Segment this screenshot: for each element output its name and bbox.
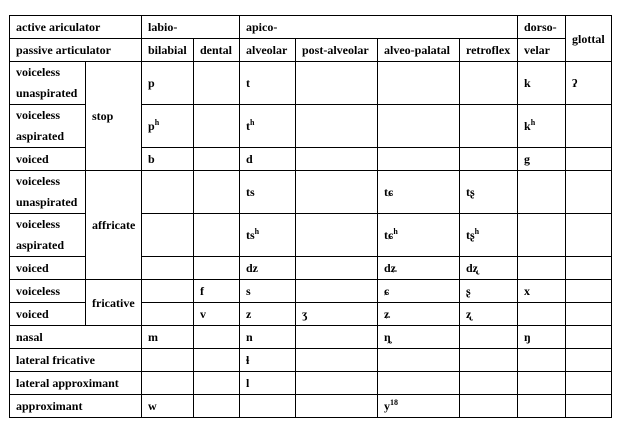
cell-dental: v (194, 303, 240, 326)
row-label (10, 171, 86, 214)
cell-alveolar (240, 105, 296, 148)
cell-velar: x (518, 280, 566, 303)
cell-alveo-palatal (378, 349, 460, 372)
cell-alveolar: dz (240, 257, 296, 280)
symbol: tʂ (466, 228, 475, 242)
cell-bilabial: w (142, 395, 194, 418)
cell-retroflex: ʐ (460, 303, 518, 326)
cell-retroflex: dʐ (460, 257, 518, 280)
cell-retroflex: tʂ (460, 171, 518, 214)
cell-alveo-palatal: ȵ (378, 326, 460, 349)
cell-velar (518, 171, 566, 214)
cell-dental: f (194, 280, 240, 303)
cell-alveo-palatal: ʑ (378, 303, 460, 326)
table-row (10, 62, 612, 105)
symbol: p (148, 119, 155, 133)
cell-glottal (566, 303, 612, 326)
dental-header: dental (194, 39, 240, 62)
table-row (10, 171, 612, 214)
cell-alveo-palatal (378, 148, 460, 171)
row-label: voiced (10, 303, 86, 326)
cell-alveo-palatal: tɕ (378, 171, 460, 214)
cell-velar (518, 105, 566, 148)
footnote-marker: 18 (390, 398, 398, 407)
cell-dental (194, 148, 240, 171)
cell-velar (518, 349, 566, 372)
cell-alveolar: t (240, 62, 296, 105)
cell-bilabial (142, 171, 194, 214)
row-label (10, 214, 86, 257)
manner-affricate: affricate (86, 171, 142, 280)
cell-glottal (566, 349, 612, 372)
cell-velar: ŋ (518, 326, 566, 349)
manner-fricative: fricative (86, 280, 142, 326)
cell-glottal (566, 326, 612, 349)
cell-dental (194, 105, 240, 148)
superscript: h (530, 118, 536, 127)
cell-alveo-palatal (378, 214, 460, 257)
cell-alveo-palatal (378, 372, 460, 395)
header-row-passive (10, 39, 612, 62)
cell-retroflex (460, 105, 518, 148)
cell-bilabial (142, 257, 194, 280)
row-label (10, 105, 86, 148)
post-alveolar-header: post-alveolar (296, 39, 378, 62)
cell-alveo-palatal: ɕ (378, 280, 460, 303)
cell-bilabial (142, 349, 194, 372)
cell-bilabial (142, 280, 194, 303)
row-label: voiced (10, 257, 86, 280)
cell-alveolar (240, 395, 296, 418)
cell-dental (194, 257, 240, 280)
cell-glottal (566, 372, 612, 395)
cell-alveo-palatal (378, 105, 460, 148)
cell-velar: g (518, 148, 566, 171)
active-articulator-label: active ariculator (10, 16, 142, 39)
table-row (10, 372, 612, 395)
cell-retroflex (460, 148, 518, 171)
alveolar-header: alveolar (240, 39, 296, 62)
cell-dental (194, 372, 240, 395)
table-row (10, 280, 612, 303)
cell-post-alveolar (296, 280, 378, 303)
row-label-line-1: voiceless (16, 217, 60, 231)
dorso-header: dorso- (518, 16, 566, 39)
row-label: voiced (10, 148, 86, 171)
symbol: t (246, 119, 250, 133)
cell-bilabial: b (142, 148, 194, 171)
cell-post-alveolar (296, 395, 378, 418)
superscript: h (154, 118, 160, 127)
cell-bilabial: m (142, 326, 194, 349)
symbol: y (384, 399, 390, 413)
cell-dental (194, 171, 240, 214)
cell-post-alveolar (296, 62, 378, 105)
passive-articulator-label: passive articulator (10, 39, 142, 62)
cell-dental (194, 395, 240, 418)
cell-retroflex (460, 62, 518, 105)
cell-glottal (566, 214, 612, 257)
cell-bilabial (142, 303, 194, 326)
cell-bilabial (142, 372, 194, 395)
cell-alveolar: d (240, 148, 296, 171)
superscript: h (474, 227, 480, 236)
cell-alveolar: l (240, 372, 296, 395)
cell-post-alveolar (296, 214, 378, 257)
cell-retroflex: ʂ (460, 280, 518, 303)
symbol: tɕ (384, 228, 394, 242)
manner-stop: stop (86, 62, 142, 171)
cell-retroflex (460, 372, 518, 395)
cell-alveolar: n (240, 326, 296, 349)
cell-alveolar: ts (240, 171, 296, 214)
cell-glottal (566, 105, 612, 148)
symbol: k (524, 119, 531, 133)
row-label-line-2: aspirated (16, 129, 64, 143)
alveo-palatal-header: alveo-palatal (378, 39, 460, 62)
cell-retroflex (460, 326, 518, 349)
bilabial-header: bilabial (142, 39, 194, 62)
row-label-line-1: voiceless (16, 108, 60, 122)
cell-velar: k (518, 62, 566, 105)
retroflex-header: retroflex (460, 39, 518, 62)
cell-post-alveolar (296, 148, 378, 171)
row-label-line-1: voiceless (16, 174, 60, 188)
cell-glottal (566, 171, 612, 214)
cell-bilabial (142, 214, 194, 257)
cell-velar (518, 214, 566, 257)
superscript: h (393, 227, 398, 236)
cell-alveolar: z (240, 303, 296, 326)
consonant-table (9, 15, 612, 418)
cell-glottal (566, 148, 612, 171)
cell-glottal (566, 395, 612, 418)
cell-retroflex (460, 349, 518, 372)
header-row-active (10, 16, 612, 39)
cell-glottal (566, 280, 612, 303)
row-label (10, 62, 86, 105)
cell-glottal: ʔ (566, 62, 612, 105)
cell-alveo-palatal (378, 395, 460, 418)
apico-header: apico- (240, 16, 518, 39)
cell-glottal (566, 257, 612, 280)
row-label-line-2: unaspirated (16, 195, 78, 209)
cell-velar (518, 395, 566, 418)
cell-velar (518, 303, 566, 326)
row-label: lateral approximant (10, 372, 142, 395)
velar-header: velar (518, 39, 566, 62)
cell-post-alveolar (296, 171, 378, 214)
cell-velar (518, 257, 566, 280)
table-row (10, 349, 612, 372)
row-label: lateral fricative (10, 349, 142, 372)
symbol: ts (246, 228, 255, 242)
superscript: h (254, 227, 260, 236)
cell-alveolar (240, 214, 296, 257)
consonant-chart (9, 15, 612, 418)
cell-post-alveolar (296, 326, 378, 349)
cell-post-alveolar: ʒ (296, 303, 378, 326)
cell-alveo-palatal: dʑ (378, 257, 460, 280)
cell-post-alveolar (296, 257, 378, 280)
row-label-line-2: aspirated (16, 238, 64, 252)
cell-alveolar: ɬ (240, 349, 296, 372)
cell-alveolar: s (240, 280, 296, 303)
cell-bilabial: p (142, 62, 194, 105)
superscript: h (250, 118, 255, 127)
cell-velar (518, 372, 566, 395)
row-label: approximant (10, 395, 142, 418)
cell-bilabial (142, 105, 194, 148)
cell-post-alveolar (296, 372, 378, 395)
cell-dental (194, 214, 240, 257)
cell-retroflex (460, 214, 518, 257)
cell-retroflex (460, 395, 518, 418)
cell-dental (194, 62, 240, 105)
row-label: nasal (10, 326, 142, 349)
table-row (10, 326, 612, 349)
cell-dental (194, 326, 240, 349)
labio-header: labio- (142, 16, 240, 39)
cell-dental (194, 349, 240, 372)
table-row (10, 395, 612, 418)
cell-alveo-palatal (378, 62, 460, 105)
cell-post-alveolar (296, 105, 378, 148)
glottal-header: glottal (566, 16, 612, 62)
row-label-line-2: unaspirated (16, 86, 78, 100)
cell-post-alveolar (296, 349, 378, 372)
row-label: voiceless (10, 280, 86, 303)
row-label-line-1: voiceless (16, 65, 60, 79)
